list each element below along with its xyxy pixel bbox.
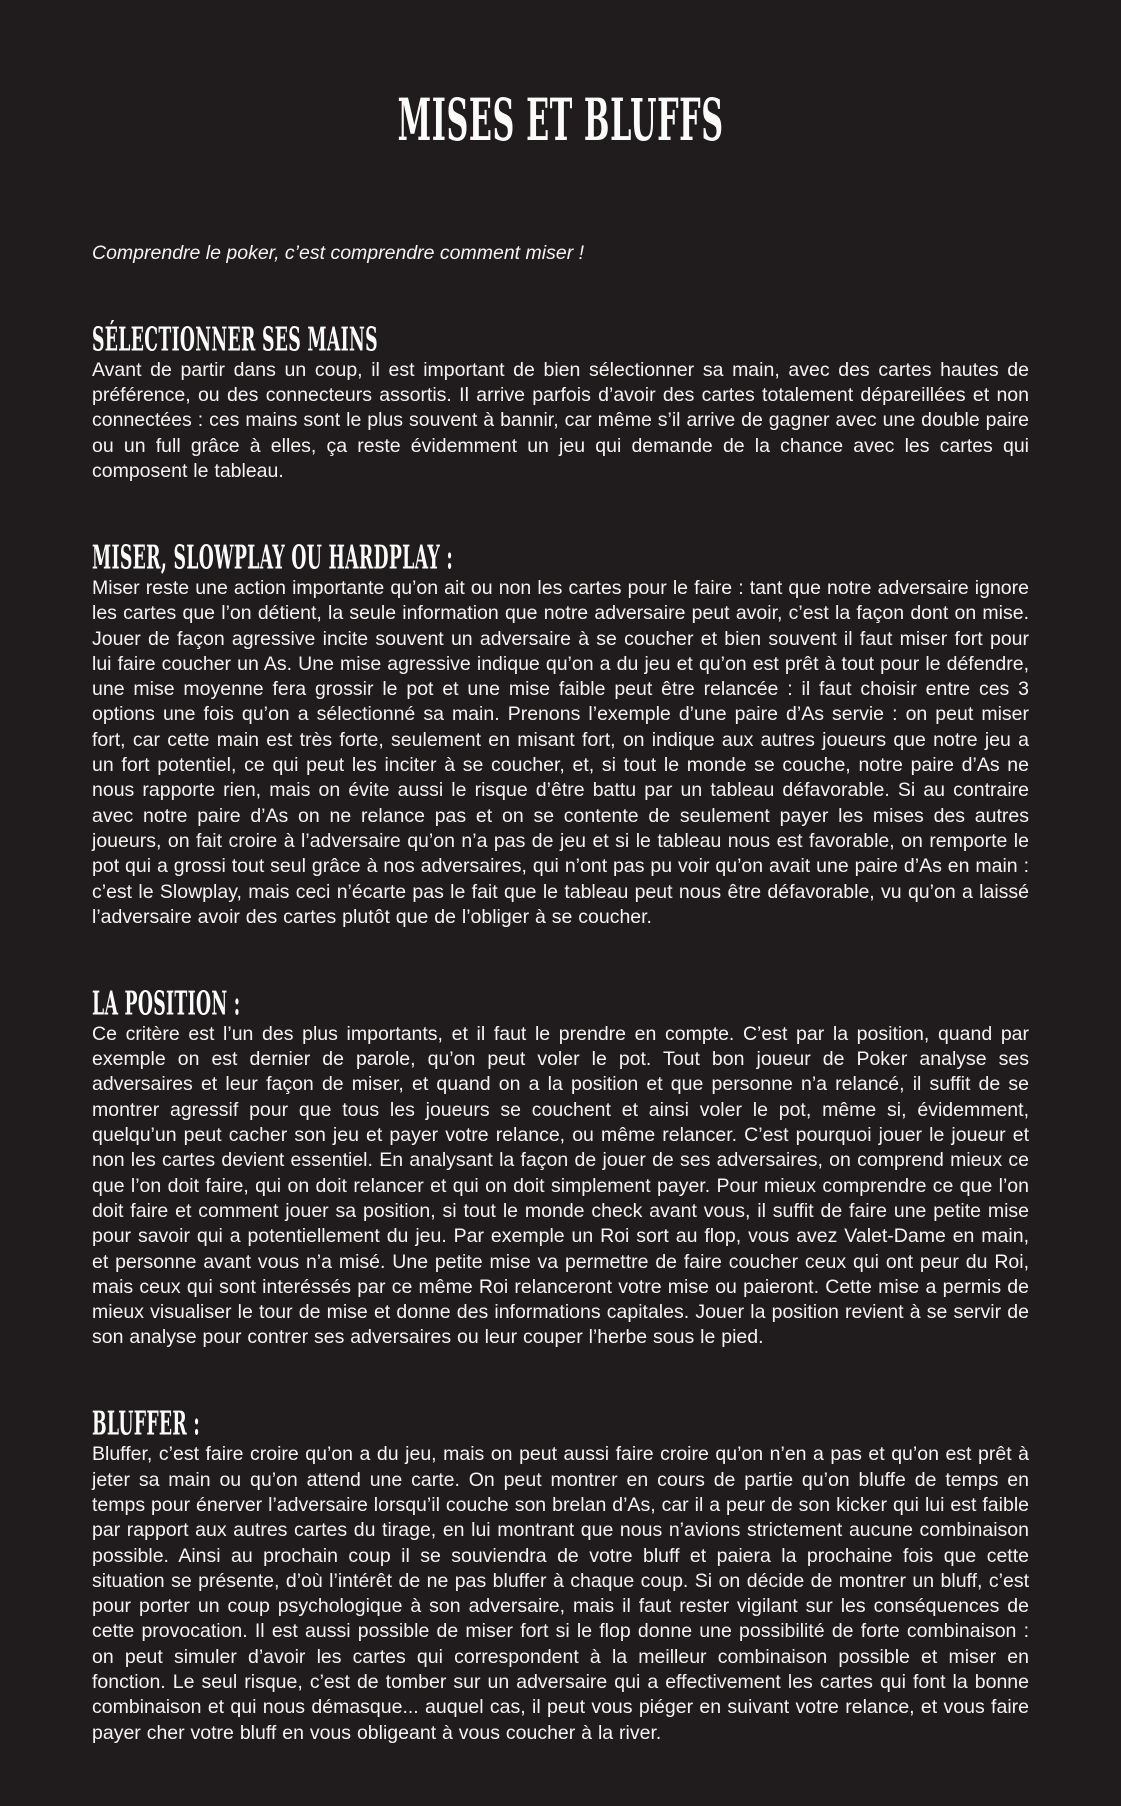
section-body: Bluffer, c’est faire croire qu’on a du jeu, mais on peut aussi faire croire qu’on n’en a pas et qu’on est prêt à jeter sa main ou qu’on attend une carte. On peut montrer en cours de partie qu’on bluffe de temps en temps pour énerver l’adversaire lorsqu’il couche son brelan d’As, car il a peur de son kicker qui lui est faible par rapport aux autres cartes du tirage, en lui montrant que nous n’avions strictement aucune combinaison possible. Ainsi au prochain coup il se souviendra de votre bluff et paiera la prochaine fois que cette situation se présente, d’où l’intérêt de ne pas bluffer à chaque coup. Si on décide de montrer un bluff, c’est pour porter un coup psychologique à son adversaire, mais il faut rester vigilant sur les conséquences de cette provocation. Il est aussi possible de miser fort si le flop donne une possibilité de forte combinaison : on peut simuler d’avoir les cartes qui correspondent à la meilleur combinaison possible et miser en fonction. Le seul risque, c’est de tomber sur un adversaire qui a effectivement les cartes qui font la bonne combinaison et qui nous démasque... auquel cas, il peut vous piéger en suivant votre relance, et vous faire payer cher votre bluff en vous obligeant à vous coucher à la river.: [92, 1443, 1029, 1744]
section-body: Avant de partir dans un coup, il est important de bien sélectionner sa main, avec des cartes hautes de préférence, ou des connecteurs assortis. Il arrive parfois d’avoir des cartes totalement dépareillées et non connectées : ces mains sont le plus souvent à bannir, car même s’il arrive de gagner avec une double paire ou un full grâce à elles, ça reste évidemment un jeu qui demande de la chance avec les cartes qui composent le tableau.: [92, 358, 1029, 482]
section-heading: MISER, SLOWPLAY OU HARDPLAY :: [92, 539, 454, 577]
section-bluffer: [92, 1384, 1029, 1746]
section-heading: SÉLECTIONNER SES MAINS: [92, 320, 378, 359]
section-body: Ce critère est l’un des plus importants, et il faut le prendre en compte. C’est par la position, quand par exemple on est dernier de parole, qu’on peut voler le pot. Tout bon joueur de Poker analyse ses adversaires et leur façon de miser, et quand on a la position et que personne n’a relancé, il suffit de se montrer agressif pour que tous les joueurs se couchent et ainsi voler le pot, même si, évidemment, quelqu’un peut cacher son jeu et payer votre relance, ou même relancer. C’est pourquoi jouer le joueur et non les cartes devient essentiel. En analysant la façon de jouer de ses adversaires, on comprend mieux ce que l’on doit faire, qui on doit relancer et qui on doit simplement payer. Pour mieux comprendre ce que l’on doit faire et comment jouer sa position, si tout le monde check avant vous, il suffit de faire une petite mise pour savoir qui a potentiellement du jeu. Par exemple un Roi sort au flop, vous avez Valet-Dame en main, et personne avant vous n’a misé. Une petite mise va permettre de faire coucher ceux qui ont peur du Roi, mais ceux qui sont interéssés par ce même Roi relanceront votre mise ou paieront. Cette mise a permis de mieux visualiser le tour de mise et donne des informations capitales. Jouer la position revient à se servir de son analyse pour contrer ses adversaires ou leur couper l’herbe sous le pied.: [92, 1022, 1029, 1349]
page-subtitle: Comprendre le poker, c’est comprendre comment miser !: [92, 242, 585, 265]
section-heading: LA POSITION :: [92, 984, 241, 1023]
section-body: Miser reste une action importante qu’on ait ou non les cartes pour le faire : tant que notre adversaire ignore les cartes que l’on détient, la seule information que notre adversaire peut avoir, c’est la façon dont on mise. Jouer de façon agressive incite souvent un adversaire à se coucher et bien souvent il faut miser fort pour lui faire coucher un As. Une mise agressive indique qu’on a du jeu et qu’on est prêt à tout pour le défendre, une mise moyenne fera grossir le pot et une mise faible peut être relancée : il faut choisir entre ces 3 options une fois qu’on a sélectionné sa main. Prenons l’exemple d’une paire d’As servie : on peut miser fort, car cette main est très forte, seulement en misant fort, on indique aux autres joueurs que notre jeu a un fort potentiel, ce qui peut les inciter à se coucher, et, si tout le monde se couche, notre paire d’As ne nous rapporte rien, mais on évite aussi le risque d’être battu par un tableau défavorable. Si au contraire avec notre paire d’As on ne relance pas et on se contente de seulement payer les mises des autres joueurs, on fait croire à l’adversaire qu’on n’a pas de jeu et si le tableau nous est favorable, on remporte le pot qui a grossi tout seul grâce à nos adversaires, qui n’ont pas pu voir qu’on avait une paire d’As en main : c’est le Slowplay, mais ceci n’écarte pas le fait que le tableau peut nous être défavorable, vu qu’on a laissé l’adversaire avoir des cartes plutôt que de l’obliger à se coucher.: [92, 576, 1029, 928]
section-miser-slowplay-hardplay: [92, 517, 1029, 930]
section-selectionner-ses-mains: [92, 299, 1029, 484]
section-heading: BLUFFER :: [92, 1405, 201, 1444]
page-title: MISES ET BLUFFS: [397, 85, 724, 154]
page-title-container: [92, 54, 1029, 185]
section-la-position: [92, 963, 1029, 1351]
